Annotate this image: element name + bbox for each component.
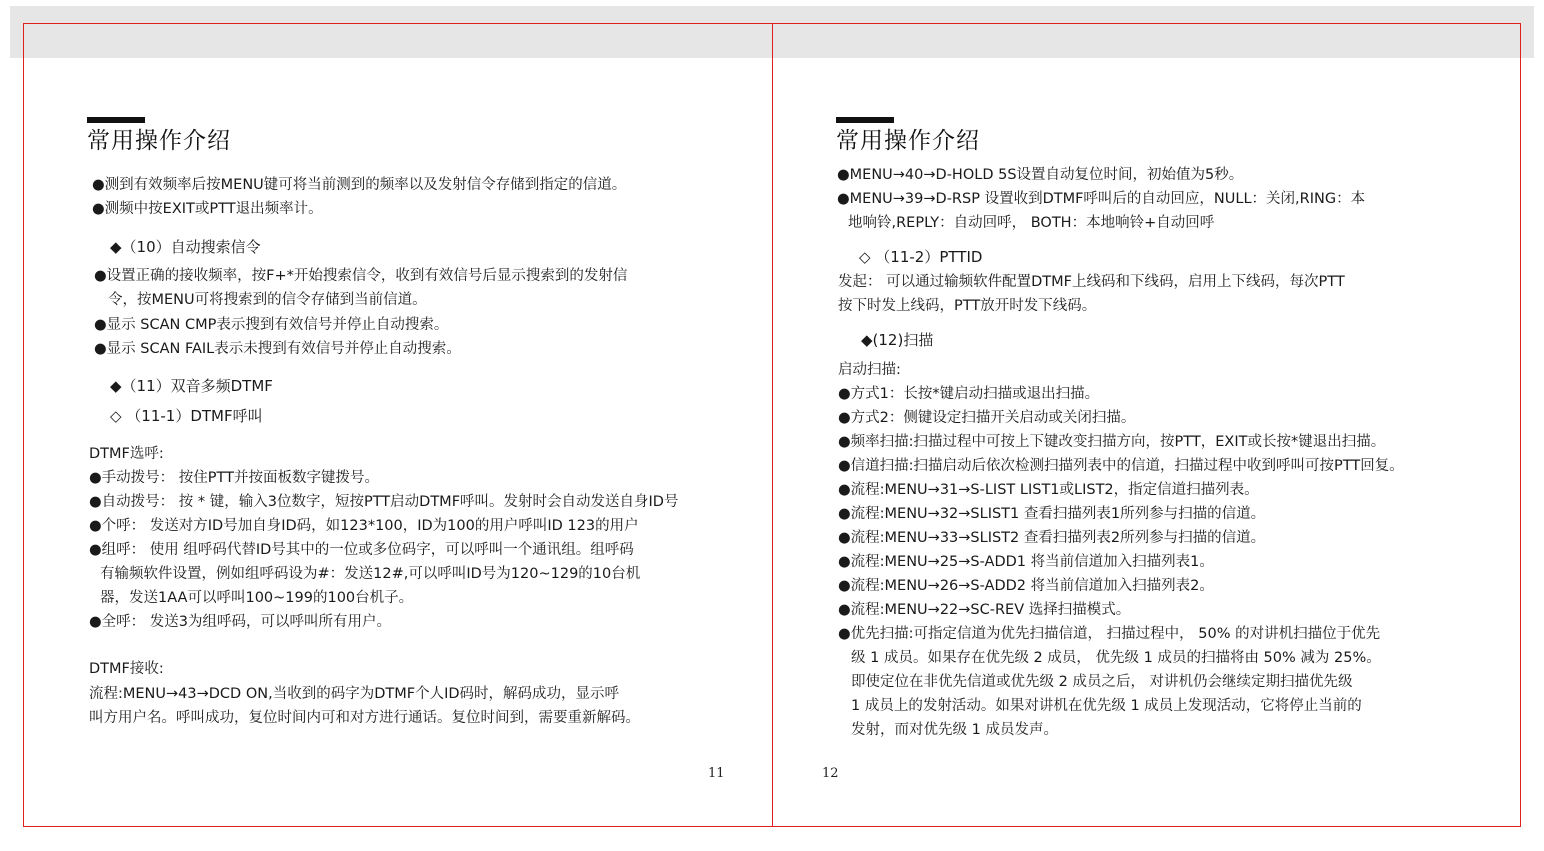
text-line: ●流程:MENU→32→SLIST1 查看扫描列表1所列参与扫描的信道。 <box>838 506 1266 522</box>
text-line: ●测到有效频率后按MENU键可将当前测到的频率以及发射信令存储到指定的信道。 <box>92 177 627 193</box>
text-line: 令，按MENU可将搜索到的信令存储到当前信道。 <box>108 292 427 308</box>
text-line: ●自动拨号： 按 * 键，输入3位数字，短按PTT启动DTMF呼叫。发射时会自动发送自身ID号 <box>89 494 679 510</box>
left-page <box>23 23 773 827</box>
page-number: 12 <box>822 766 839 781</box>
text-line: DTMF选呼: <box>89 446 164 462</box>
text-line: DTMF接收: <box>89 661 164 677</box>
text-line: ●MENU→40→D-HOLD 5S设置自动复位时间，初始值为5秒。 <box>837 167 1244 183</box>
text-line: 即使定位在非优先信道或优先级 2 成员之后， 对讲机仍会继续定期扫描优先级 <box>851 674 1353 690</box>
text-line: 发起： 可以通过输频软件配置DTMF上线码和下线码，启用上下线码，每次PTT <box>838 274 1345 290</box>
text-line: 1 成员上的发射活动。如果对讲机在优先级 1 成员上发现活动，它将停止当前的 <box>851 698 1362 714</box>
text-line: ●流程:MENU→22→SC-REV 选择扫描模式。 <box>838 602 1131 618</box>
text-line: ●流程:MENU→25→S-ADD1 将当前信道加入扫描列表1。 <box>838 554 1214 570</box>
text-line: ●信道扫描:扫描启动后依次检测扫描列表中的信道，扫描过程中收到呼叫可按PTT回复。 <box>838 458 1404 474</box>
page-title: 常用操作介绍 <box>836 128 980 154</box>
page-title: 常用操作介绍 <box>87 128 231 154</box>
text-line: ●优先扫描:可指定信道为优先扫描信道， 扫描过程中， 50% 的对讲机扫描位于优先 <box>838 626 1381 642</box>
text-line: 地响铃,REPLY：自动回呼， BOTH：本地响铃+自动回呼 <box>848 215 1215 231</box>
text-line: 发射，而对优先级 1 成员发声。 <box>851 722 1058 738</box>
text-line: ●测频中按EXIT或PTT退出频率计。 <box>92 201 323 217</box>
text-line: ●方式2：侧键设定扫描开关启动或关闭扫描。 <box>838 410 1136 426</box>
text-line: ●个呼： 发送对方ID号加自身ID码，如123*100，ID为100的用户呼叫ID 123的用户 <box>89 518 639 534</box>
text-line: ●频率扫描:扫描过程中可按上下键改变扫描方向，按PTT，EXIT或长按*键退出扫描。 <box>838 434 1386 450</box>
text-line: 器，发送1AA可以呼叫100~199的100台机子。 <box>100 590 414 606</box>
subsection-heading: ◇ （11-1）DTMF呼叫 <box>110 407 263 425</box>
text-line: 有输频软件设置，例如组呼码设为#：发送12#,可以呼叫ID号为120~129的10台机 <box>100 566 641 582</box>
text-line: ●方式1：长按*键启动扫描或退出扫描。 <box>838 386 1100 402</box>
text-line: ●全呼： 发送3为组呼码，可以呼叫所有用户。 <box>89 614 391 630</box>
text-line: ●流程:MENU→33→SLIST2 查看扫描列表2所列参与扫描的信道。 <box>838 530 1266 546</box>
text-line: ●组呼： 使用 组呼码代替ID号其中的一位或多位码字，可以呼叫一个通讯组。组呼码 <box>89 542 634 558</box>
text-line: 启动扫描: <box>838 362 901 378</box>
text-line: ●流程:MENU→31→S-LIST LIST1或LIST2，指定信道扫描列表。 <box>838 482 1259 498</box>
section-heading: ◆（10）自动搜索信令 <box>110 238 261 256</box>
subsection-heading: ◇ （11-2）PTTID <box>859 248 983 266</box>
text-line: ●显示 SCAN FAIL表示未搜到有效信号并停止自动搜索。 <box>94 341 461 357</box>
text-line: 流程:MENU→43→DCD ON,当收到的码字为DTMF个人ID码时，解码成功，显示呼 <box>89 686 620 702</box>
section-heading: ◆（11）双音多频DTMF <box>110 377 273 395</box>
page-number: 11 <box>708 766 725 781</box>
right-page <box>772 23 1521 827</box>
text-line: ●流程:MENU→26→S-ADD2 将当前信道加入扫描列表2。 <box>838 578 1214 594</box>
text-line: 叫方用户名。呼叫成功，复位时间内可和对方进行通话。复位时间到，需要重新解码。 <box>89 710 640 726</box>
text-line: 级 1 成员。如果存在优先级 2 成员， 优先级 1 成员的扫描将由 50% 减为 25%。 <box>851 650 1381 666</box>
text-line: ●设置正确的接收频率，按F+*开始搜索信令，收到有效信号后显示搜索到的发射信 <box>94 268 628 284</box>
section-heading: ◆(12)扫描 <box>861 331 934 349</box>
text-line: ●MENU→39→D-RSP 设置收到DTMF呼叫后的自动回应，NULL：关闭,RING：本 <box>837 191 1366 207</box>
text-line: ●显示 SCAN CMP表示搜到有效信号并停止自动搜索。 <box>94 317 449 333</box>
text-line: 按下时发上线码，PTT放开时发下线码。 <box>838 298 1097 314</box>
text-line: ●手动拨号： 按住PTT并按面板数字键拨号。 <box>89 470 379 486</box>
